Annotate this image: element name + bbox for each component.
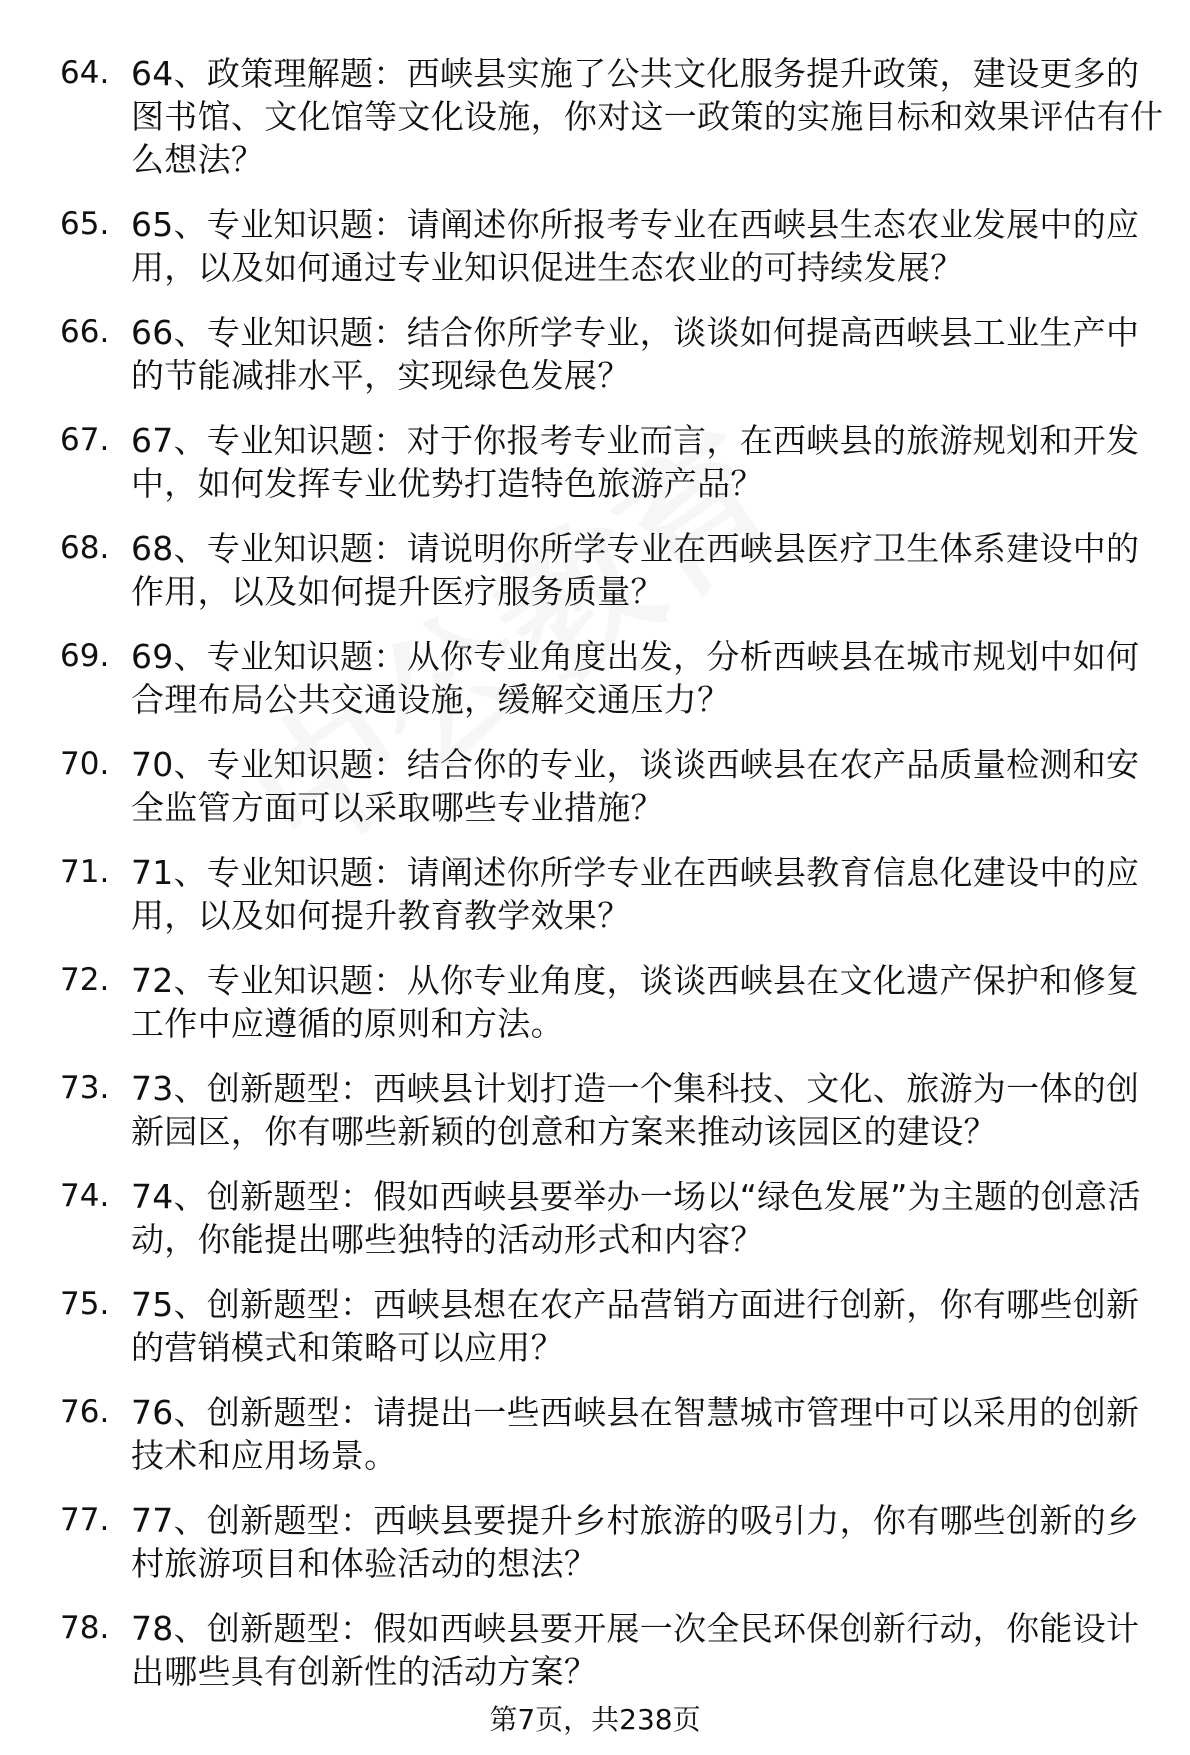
question-number: 73. [60,1070,110,1106]
question-number: 68. [60,530,110,566]
question-text: 64、政策理解题：西峡县实施了公共文化服务提升政策，建设更多的图书馆、文化馆等文化设施，你对这一政策的实施目标和效果评估有什么想法？ [131,54,1164,179]
question-text: 71、专业知识题：请阐述你所学专业在西峡县教育信息化建设中的应用，以及如何提升教育教学效果？ [131,853,1140,935]
question-item [60,1283,1170,1369]
question-number: 78. [60,1610,110,1646]
question-text: 68、专业知识题：请说明你所学专业在西峡县医疗卫生体系建设中的作用，以及如何提升医疗服务质量？ [131,529,1140,611]
question-item [60,311,1170,397]
question-item [60,52,1170,181]
question-item [60,851,1170,937]
question-number: 70. [60,746,110,782]
question-item [60,635,1170,721]
question-item [60,743,1170,829]
question-number: 66. [60,314,110,350]
question-item [60,1499,1170,1585]
question-text: 73、创新题型：西峡县计划打造一个集科技、文化、旅游为一体的创新园区，你有哪些新颖的创意和方案来推动该园区的建设？ [131,1069,1140,1151]
question-item [60,419,1170,505]
question-text: 66、专业知识题：结合你所学专业，谈谈如何提高西峡县工业生产中的节能减排水平，实现绿色发展？ [131,313,1140,395]
question-number: 75. [60,1286,110,1322]
question-text: 74、创新题型：假如西峡县要举办一场以“绿色发展”为主题的创意活动，你能提出哪些独特的活动形式和内容？ [131,1177,1141,1259]
question-text: 72、专业知识题：从你专业角度，谈谈西峡县在文化遗产保护和修复工作中应遵循的原则和方法。 [131,961,1140,1043]
question-text: 76、创新题型：请提出一些西峡县在智慧城市管理中可以采用的创新技术和应用场景。 [131,1393,1140,1475]
question-text: 77、创新题型：西峡县要提升乡村旅游的吸引力，你有哪些创新的乡村旅游项目和体验活动的想法？ [131,1501,1140,1583]
question-number: 69. [60,638,110,674]
question-text: 75、创新题型：西峡县想在农产品营销方面进行创新，你有哪些创新的营销模式和策略可以应用？ [131,1285,1140,1367]
question-list [60,52,1170,1715]
question-text: 70、专业知识题：结合你的专业，谈谈西峡县在农产品质量检测和安全监管方面可以采取哪些专业措施？ [131,745,1140,827]
question-number: 71. [60,854,110,890]
question-number: 77. [60,1502,110,1538]
question-text: 78、创新题型：假如西峡县要开展一次全民环保创新行动，你能设计出哪些具有创新性的活动方案？ [131,1609,1140,1691]
question-text: 69、专业知识题：从你专业角度出发，分析西峡县在城市规划中如何合理布局公共交通设施，缓解交通压力？ [131,637,1140,719]
question-number: 76. [60,1394,110,1430]
question-item [60,1607,1170,1693]
question-number: 67. [60,422,110,458]
question-number: 64. [60,55,110,91]
question-number: 74. [60,1178,110,1214]
question-item [60,527,1170,613]
question-text: 65、专业知识题：请阐述你所报考专业在西峡县生态农业发展中的应用，以及如何通过专业知识促进生态农业的可持续发展？ [131,205,1140,287]
question-item [60,1067,1170,1153]
question-item [60,959,1170,1045]
question-number: 72. [60,962,110,998]
question-item [60,1175,1170,1261]
question-number: 65. [60,206,110,242]
question-text: 67、专业知识题：对于你报考专业而言，在西峡县的旅游规划和开发中，如何发挥专业优势打造特色旅游产品？ [131,421,1140,503]
question-item [60,1391,1170,1477]
question-item [60,203,1170,289]
page-footer: 第7页，共238页 [489,1703,701,1736]
